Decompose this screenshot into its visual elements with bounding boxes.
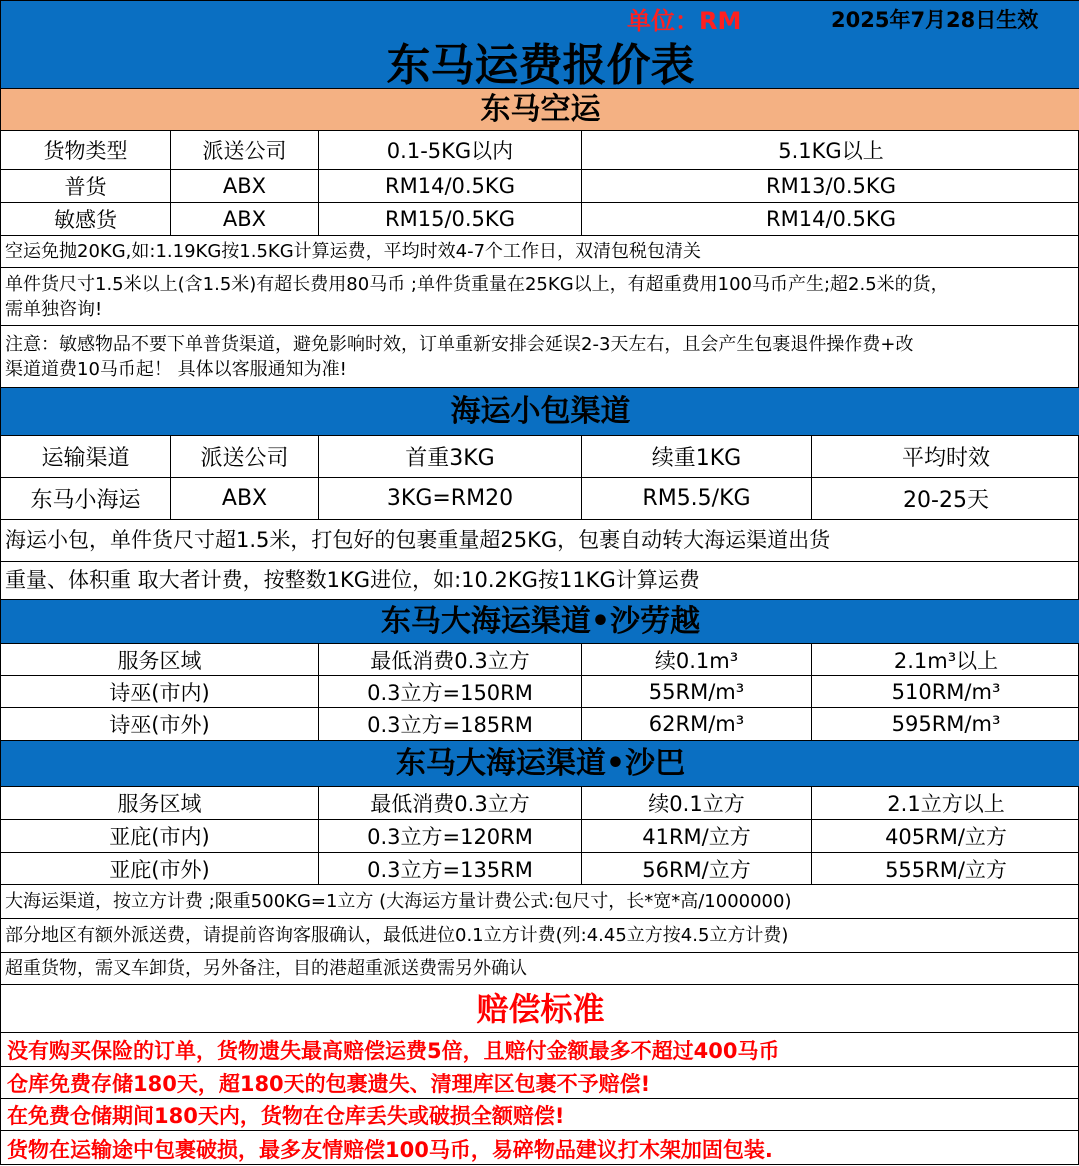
sarawak-header-cell: 续0.1m³	[582, 644, 812, 675]
table-cell: 亚庇(市内)	[1, 820, 319, 852]
compensation-line: 货物在运输途中包裹破损，最多友情赔偿100马币，易碎物品建议打木架加固包装.	[7, 1137, 773, 1162]
table-cell: 20-25天	[903, 488, 989, 513]
air-section-title: 东马空运	[1, 89, 1079, 131]
air-note: 注意：敏感物品不要下单普货渠道，避免影响时效，订单重新安排会延误2-3天左右，且会产生包裹退件操作费+改 渠道道费10马币起！ 具体以客服通知为准!	[1, 326, 1079, 388]
table-row	[1, 203, 1079, 236]
sabah-note: 超重货物，需叉车卸货，另外备注，目的港超重派送费需另外确认	[1, 953, 1079, 985]
table-cell: 0.3立方=135RM	[319, 853, 582, 884]
table-cell: RM15/0.5KG	[319, 203, 582, 235]
sarawak-header-cell: 最低消费0.3立方	[319, 644, 582, 675]
table-cell: 595RM/m³	[891, 712, 1001, 736]
sabah-header-cell: 2.1立方以上	[887, 792, 1005, 816]
sea-small-header-cell: 续重1KG	[582, 436, 812, 477]
sea-small-header-cell: 运输渠道	[1, 436, 171, 477]
table-cell: ABX	[171, 203, 319, 235]
sea-small-header-cell: 首重3KG	[319, 436, 582, 477]
table-cell: 510RM/m³	[891, 679, 1001, 704]
unit-label: 单位：RM	[627, 7, 742, 35]
compensation-line: 在免费仓储期间180天内，货物在仓库丢失或破损全额赔偿!	[1, 1099, 1079, 1131]
sea-sarawak-section-title: 东马大海运渠道•沙劳越	[1, 600, 1079, 644]
table-row	[1, 676, 1079, 708]
sheet-header	[1, 1, 1079, 89]
table-cell: 敏感货	[1, 203, 171, 235]
sea-small-section-title: 海运小包渠道	[1, 388, 1079, 436]
table-cell: 亚庇(市外)	[1, 853, 319, 884]
table-cell: 诗巫(市内)	[1, 676, 319, 707]
effective-date: 2025年7月28日生效	[831, 8, 1039, 32]
sea-small-note: 重量、体积重 取大者计费，按整数1KG进位，如:10.2KG按11KG计算运费	[1, 562, 1079, 600]
table-cell: 东马小海运	[1, 478, 171, 519]
sabah-header-cell: 续0.1立方	[582, 787, 812, 819]
air-header-cell: 5.1KG以上	[778, 139, 884, 163]
table-row	[1, 170, 1079, 203]
sabah-note: 部分地区有额外派送费，请提前咨询客服确认，最低进位0.1立方计费(列:4.45立方按4.5立方计费)	[1, 919, 1079, 953]
sea-small-note: 海运小包，单件货尺寸超1.5米，打包好的包裹重量超25KG，包裹自动转大海运渠道出货	[1, 520, 1079, 562]
table-cell: 55RM/m³	[582, 676, 812, 707]
sabah-header-cell: 最低消费0.3立方	[319, 787, 582, 819]
table-cell: 56RM/立方	[582, 853, 812, 884]
table-cell: 0.3立方=185RM	[319, 708, 582, 740]
page-title: 东马运费报价表	[386, 40, 695, 89]
air-header-row	[1, 131, 1079, 170]
sabah-note: 大海运渠道，按立方计费 ;限重500KG=1立方 (大海运方量计费公式:包尺寸，长*宽*高/1000000)	[1, 885, 1079, 919]
table-cell: RM5.5/KG	[582, 478, 812, 519]
sea-sabah-section-title: 东马大海运渠道•沙巴	[1, 741, 1079, 787]
table-cell: 555RM/立方	[885, 857, 1007, 882]
sea-sarawak-header-row	[1, 644, 1079, 676]
table-cell: 普货	[1, 170, 171, 202]
air-header-cell: 0.1-5KG以内	[319, 131, 582, 169]
air-note: 单件货尺寸1.5米以上(含1.5米)有超长费用80马币 ;单件货重量在25KG以上，有超重费用100马币产生;超2.5米的货， 需单独咨询!	[1, 268, 1079, 326]
compensation-line: 仓库免费存储180天，超180天的包裹遗失、清理库区包裹不予赔偿!	[1, 1067, 1079, 1099]
air-header-cell: 派送公司	[171, 131, 319, 169]
table-cell: 405RM/立方	[885, 825, 1007, 849]
table-row	[1, 853, 1079, 885]
air-note: 空运免抛20KG,如:1.19KG按1.5KG计算运费，平均时效4-7个工作日，双清包税包清关	[1, 236, 1079, 268]
sarawak-header-cell: 服务区域	[1, 644, 319, 675]
table-row	[1, 478, 1079, 520]
sea-small-header-cell: 派送公司	[171, 436, 319, 477]
compensation-line: 没有购买保险的订单，货物遗失最高赔偿运费5倍，且赔付金额最多不超过400马币	[1, 1033, 1079, 1067]
table-cell: 0.3立方=150RM	[319, 676, 582, 707]
table-row	[1, 820, 1079, 853]
table-cell: 诗巫(市外)	[1, 708, 319, 740]
table-cell: 62RM/m³	[582, 708, 812, 740]
table-cell: RM13/0.5KG	[766, 174, 896, 198]
sabah-header-cell: 服务区域	[1, 787, 319, 819]
sarawak-header-cell: 2.1m³以上	[893, 648, 999, 673]
table-cell: RM14/0.5KG	[766, 207, 896, 231]
sea-small-header-cell: 平均时效	[901, 446, 990, 471]
sea-small-header-row	[1, 436, 1079, 478]
table-cell: ABX	[171, 170, 319, 202]
compensation-title: 赔偿标准	[1, 985, 1079, 1033]
table-cell: 3KG=RM20	[319, 478, 582, 519]
table-cell: RM14/0.5KG	[319, 170, 582, 202]
air-header-cell: 货物类型	[1, 131, 171, 169]
sea-sabah-header-row	[1, 787, 1079, 820]
table-cell: ABX	[171, 478, 319, 519]
table-row	[1, 708, 1079, 741]
table-cell: 41RM/立方	[582, 820, 812, 852]
table-cell: 0.3立方=120RM	[319, 820, 582, 852]
